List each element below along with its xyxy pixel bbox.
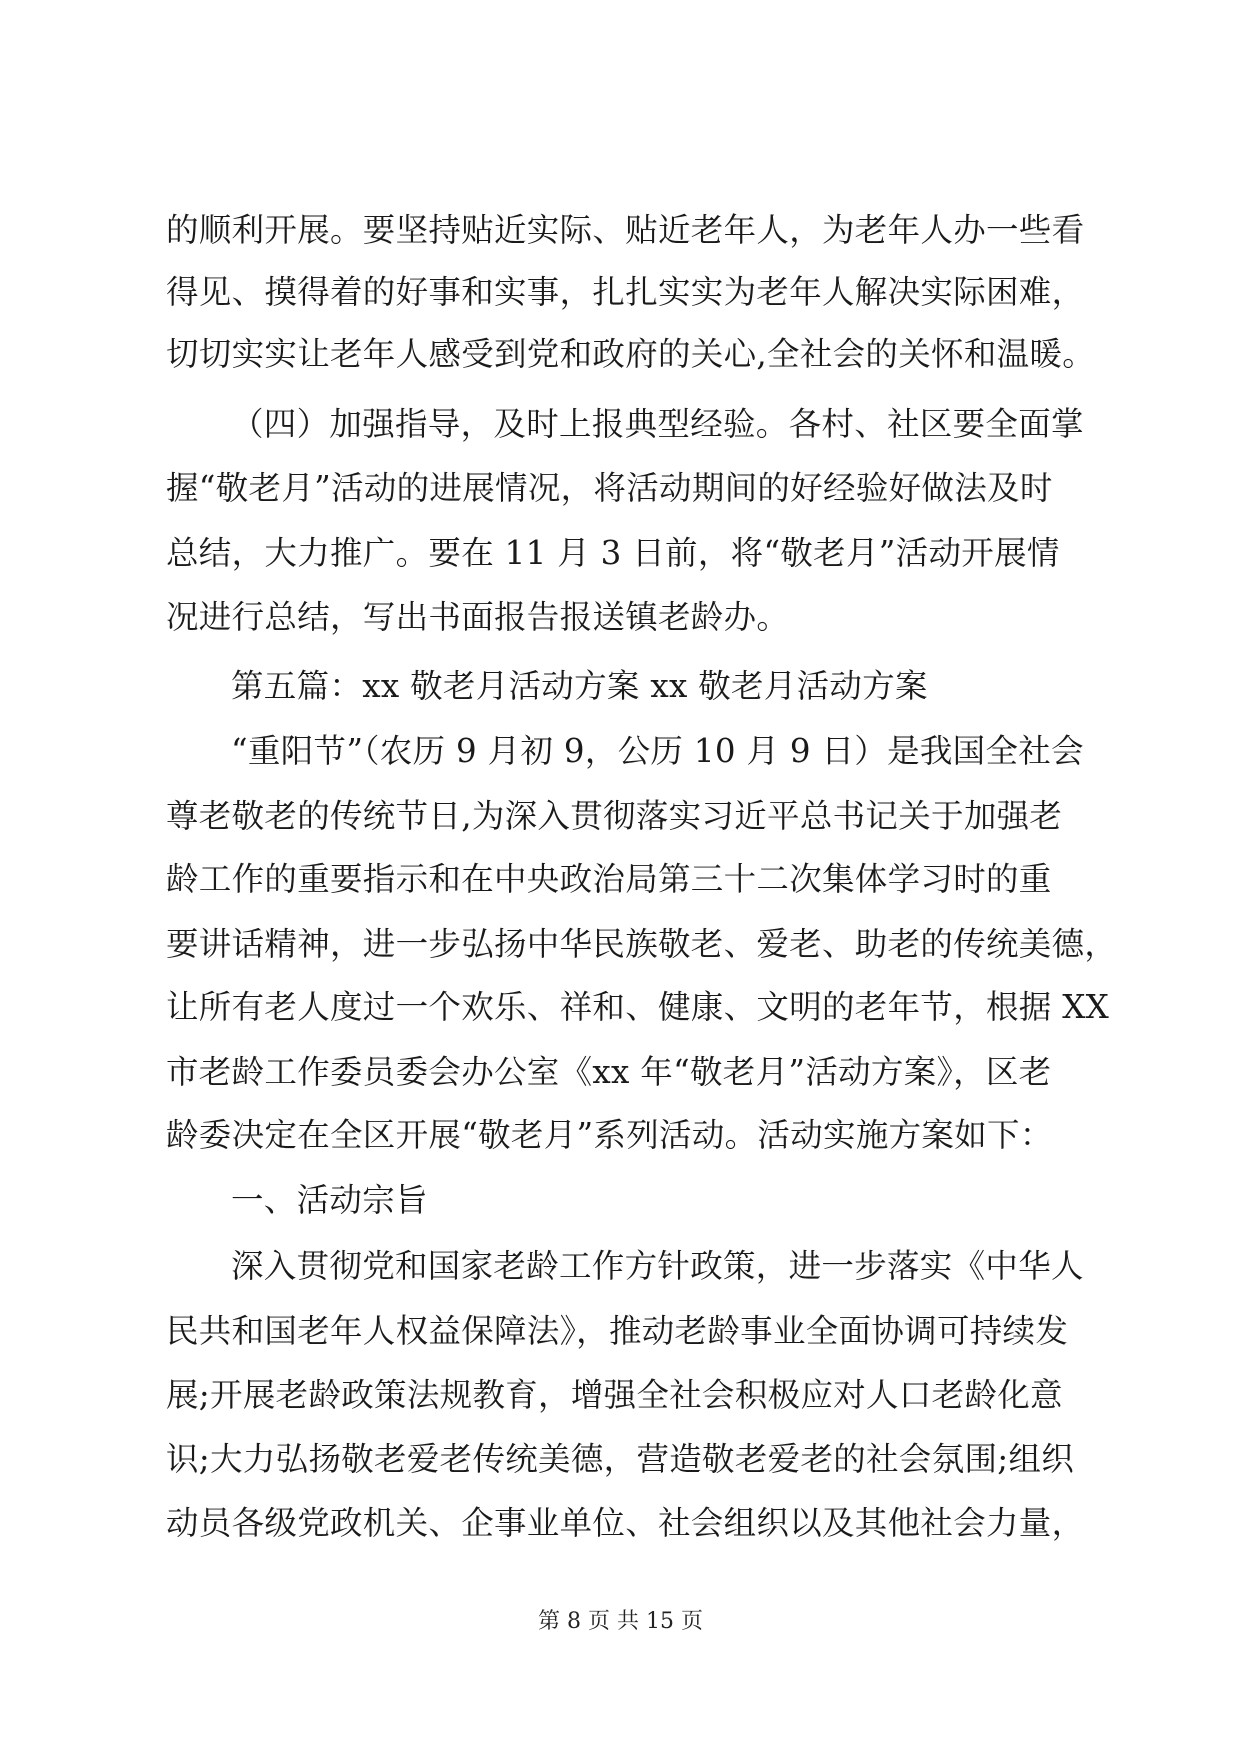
subsection-heading: 一、活动宗旨 <box>231 1181 428 1219</box>
section-heading: 第五篇：xx 敬老月活动方案 xx 敬老月活动方案 <box>231 667 928 705</box>
body-text-line: 龄委决定在全区开展“敬老月”系列活动。活动实施方案如下： <box>166 1116 1053 1154</box>
body-text-line: 市老龄工作委员委会办公室《xx 年“敬老月”活动方案》，区老 <box>166 1053 1052 1091</box>
page-number-footer: 第 8 页 共 15 页 <box>538 1609 703 1634</box>
body-text-line: 深入贯彻党和国家老龄工作方针政策，进一步落实《中华人 <box>231 1247 1084 1285</box>
body-text-line: 动员各级党政机关、企事业单位、社会组织以及其他社会力量， <box>166 1504 1085 1542</box>
body-text-line: 的顺利开展。要坚持贴近实际、贴近老年人，为老年人办一些看 <box>166 211 1085 249</box>
body-text-line: 让所有老人度过一个欢乐、祥和、健康、文明的老年节，根据 XX <box>166 988 1110 1026</box>
body-text-line: 龄工作的重要指示和在中央政治局第三十二次集体学习时的重 <box>166 860 1052 898</box>
body-text-line: 握“敬老月”活动的进展情况，将活动期间的好经验好做法及时 <box>166 469 1053 507</box>
body-text-line: 况进行总结，写出书面报告报送镇老龄办。 <box>166 598 790 636</box>
body-text-line: 要讲话精神，进一步弘扬中华民族敬老、爱老、助老的传统美德， <box>166 925 1118 963</box>
body-text-line: 总结，大力推广。要在 11 月 3 日前，将“敬老月”活动开展情 <box>166 534 1060 572</box>
body-text-line: （四）加强指导，及时上报典型经验。各村、社区要全面掌 <box>231 405 1084 443</box>
body-text-line: 展;开展老龄政策法规教育，增强全社会积极应对人口老龄化意 <box>166 1376 1063 1414</box>
body-text-line: 切切实实让老年人感受到党和政府的关心,全社会的关怀和温暖。 <box>166 335 1096 373</box>
body-text-line: 民共和国老年人权益保障法》，推动老龄事业全面协调可持续发 <box>166 1312 1069 1350</box>
body-text-line: “重阳节”（农历 9 月初 9，公历 10 月 9 日）是我国全社会 <box>231 732 1084 770</box>
body-text-line: 识;大力弘扬敬老爱老传统美德，营造敬老爱老的社会氛围;组织 <box>166 1440 1075 1478</box>
body-text-line: 尊老敬老的传统节日,为深入贯彻落实习近平总书记关于加强老 <box>166 797 1063 835</box>
body-text-line: 得见、摸得着的好事和实事，扎扎实实为老年人解决实际困难， <box>166 273 1085 311</box>
